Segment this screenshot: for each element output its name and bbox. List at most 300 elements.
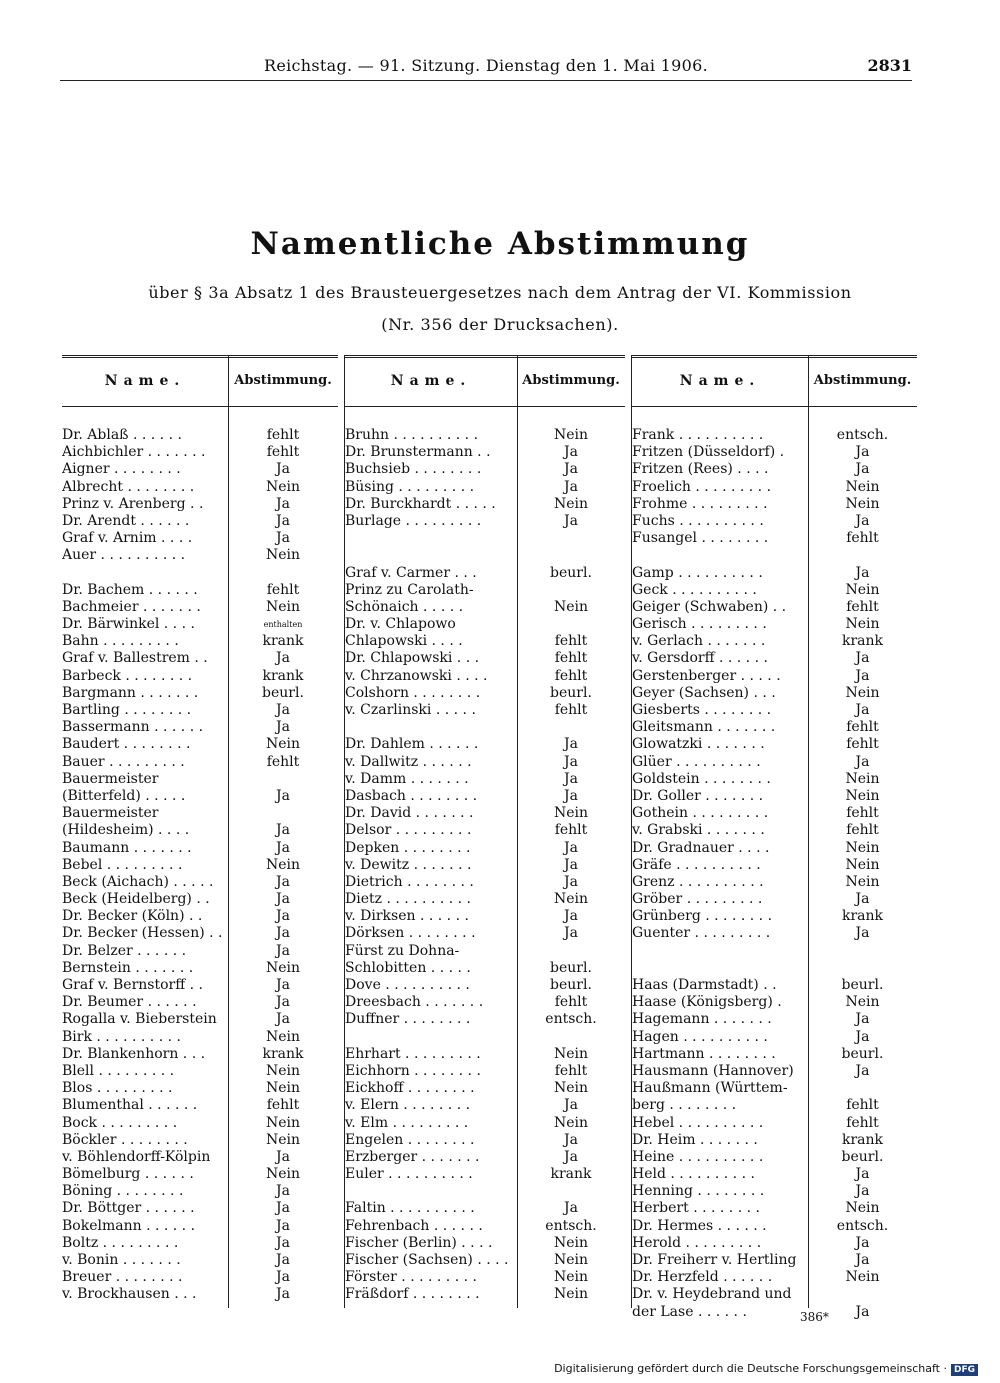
vote-row — [345, 1097, 625, 1114]
member-name: Heine . . . . . . . . . . — [632, 1148, 764, 1165]
vote-row — [62, 822, 338, 839]
vote-value: Ja — [276, 977, 290, 993]
vote-row — [62, 874, 338, 891]
member-name: v. Gersdorff . . . . . . — [632, 650, 768, 667]
vote-row — [345, 1183, 625, 1200]
member-name: Colshorn . . . . . . . . — [345, 684, 481, 701]
vote-row — [345, 1200, 625, 1217]
vote-value: beurl. — [841, 1148, 884, 1165]
vote-value: Ja — [564, 856, 578, 873]
member-name: Graf v. Carmer . . . — [345, 564, 477, 581]
vote-value: Ja — [276, 1200, 290, 1217]
member-name: Beck (Aichach) . . . . . — [62, 873, 214, 890]
vote-row — [632, 427, 917, 444]
member-name: Blell . . . . . . . . . — [62, 1062, 175, 1079]
vote-value: beurl. — [841, 1045, 884, 1062]
member-name: Dr. Belzer . . . . . . — [62, 942, 187, 959]
vote-row — [345, 857, 625, 874]
member-name: Hebel . . . . . . . . . . — [632, 1114, 764, 1131]
member-name: Dietrich . . . . . . . . — [345, 873, 474, 890]
vote-row — [62, 857, 338, 874]
vote-value: fehlt — [554, 633, 588, 650]
vote-value: Nein — [845, 1269, 880, 1286]
member-name: Bernstein . . . . . . . — [62, 959, 194, 976]
vote-row — [62, 1166, 338, 1183]
vote-row — [632, 822, 917, 839]
vote-row — [345, 1218, 625, 1235]
vote-rows — [62, 427, 338, 1304]
member-name: Haas (Darmstadt) . . — [632, 977, 777, 993]
vote-row — [62, 616, 338, 633]
vote-row — [345, 427, 625, 444]
vote-row — [62, 582, 338, 599]
vote-row — [632, 1235, 917, 1252]
member-name: Dörksen . . . . . . . . — [345, 925, 476, 942]
vote-value: Nein — [265, 959, 301, 976]
member-name: v. Bonin . . . . . . . — [62, 1252, 181, 1268]
member-name: Baumann . . . . . . . — [62, 839, 192, 856]
member-name: Geiger (Schwaben) . . — [632, 598, 787, 615]
member-name: Auer . . . . . . . . . . — [62, 547, 186, 564]
vote-value: Nein — [553, 805, 589, 822]
vote-value: Ja — [855, 444, 870, 461]
vote-value: fehlt — [846, 719, 879, 736]
vote-row — [345, 565, 625, 582]
page-subtitle-reference: (Nr. 356 der Drucksachen). — [381, 315, 619, 334]
vote-row — [62, 702, 338, 719]
vote-value: Nein — [845, 478, 880, 495]
vote-row — [345, 908, 625, 925]
vote-row — [62, 547, 338, 564]
member-name: Hartmann . . . . . . . . — [632, 1045, 776, 1062]
vote-row — [632, 1218, 917, 1235]
vote-row — [62, 1029, 338, 1046]
member-name: Dr. Becker (Köln) . . — [62, 908, 203, 925]
vote-value: Ja — [276, 1148, 290, 1165]
vote-row — [62, 496, 338, 513]
member-name: Eickhoff . . . . . . . . — [345, 1080, 475, 1097]
vote-value: Nein — [265, 1131, 301, 1148]
header-vote: Abstimmung. — [813, 373, 912, 388]
footer — [554, 1362, 978, 1376]
vote-row — [62, 513, 338, 530]
vote-value: Ja — [276, 1183, 290, 1200]
vote-row — [62, 960, 338, 977]
vote-value: krank — [262, 633, 304, 650]
vote-value: Ja — [855, 1166, 870, 1183]
member-name: Büsing . . . . . . . . . — [345, 478, 475, 495]
vote-row — [632, 788, 917, 805]
dfg-logo: DFG — [951, 1364, 978, 1376]
vote-value: Ja — [276, 1252, 290, 1268]
header-name: Name. — [390, 373, 472, 389]
vote-column-2 — [344, 355, 625, 1308]
vote-row — [345, 1011, 625, 1028]
vote-value: fehlt — [846, 822, 879, 839]
vote-value: beurl. — [550, 684, 592, 701]
member-name: Glüer . . . . . . . . . . — [632, 753, 761, 770]
vote-row — [345, 616, 625, 633]
member-name: Birk . . . . . . . . . . — [62, 1028, 181, 1045]
vote-row — [62, 599, 338, 616]
member-name: Dr. Hermes . . . . . . — [632, 1217, 767, 1234]
member-name: v. Elern . . . . . . . . — [345, 1097, 471, 1114]
vote-value: Ja — [564, 873, 578, 890]
vote-row — [632, 702, 917, 719]
vote-row — [62, 1218, 338, 1235]
member-name: Erzberger . . . . . . . — [345, 1148, 480, 1165]
member-name: Fischer (Berlin) . . . . — [345, 1234, 493, 1251]
vote-value: Nein — [265, 1062, 301, 1079]
member-name: Rogalla v. Bieberstein — [62, 1011, 217, 1028]
member-name: Beck (Heidelberg) . . — [62, 891, 210, 908]
member-name: Breuer . . . . . . . . — [62, 1269, 183, 1286]
member-name: Gamp . . . . . . . . . . — [632, 564, 763, 581]
vote-row — [62, 840, 338, 857]
vote-value: Ja — [564, 770, 578, 787]
vote-row — [62, 925, 338, 942]
vote-row — [632, 1063, 917, 1080]
vote-value: fehlt — [554, 667, 588, 684]
vote-row — [345, 633, 625, 650]
vote-row — [632, 908, 917, 925]
vote-value: Ja — [276, 461, 290, 478]
member-name: Dr. v. Heydebrand und — [632, 1286, 792, 1303]
vote-row — [62, 943, 338, 960]
column-header — [345, 355, 625, 407]
vote-value: Ja — [276, 908, 290, 925]
vote-row — [62, 1235, 338, 1252]
vote-row — [632, 1286, 917, 1303]
vote-row — [632, 1029, 917, 1046]
vote-row — [62, 1286, 338, 1303]
vote-value: beurl. — [550, 959, 592, 976]
vote-value: fehlt — [554, 650, 588, 667]
member-name: Held . . . . . . . . . . — [632, 1166, 755, 1183]
vote-value: Nein — [845, 616, 880, 633]
member-name: Geyer (Sachsen) . . . — [632, 684, 776, 701]
vote-value: fehlt — [846, 598, 879, 615]
vote-value: krank — [550, 1166, 592, 1183]
vote-row — [632, 685, 917, 702]
vote-value: Nein — [265, 1114, 301, 1131]
vote-row — [632, 874, 917, 891]
vote-row — [632, 650, 917, 667]
vote-row — [632, 1011, 917, 1028]
vote-value: fehlt — [554, 822, 588, 839]
vote-value: Nein — [845, 873, 880, 890]
vote-value: Ja — [276, 702, 290, 718]
vote-rows — [632, 427, 917, 1321]
member-name: Fürst zu Dohna- — [345, 942, 460, 959]
header-rule — [60, 80, 912, 81]
member-name: v. Gerlach . . . . . . . — [632, 633, 766, 650]
column-header — [62, 355, 338, 407]
vote-value: enthalten — [263, 620, 303, 630]
vote-row — [62, 805, 338, 822]
vote-value: Ja — [276, 891, 290, 908]
vote-row — [632, 599, 917, 616]
member-name: v. Czarlinski . . . . . — [345, 702, 476, 718]
vote-value: Ja — [564, 512, 578, 529]
vote-row — [632, 736, 917, 753]
vote-row — [345, 1115, 625, 1132]
vote-value: fehlt — [266, 427, 300, 443]
vote-value: Ja — [276, 1234, 290, 1251]
vote-row — [62, 1132, 338, 1149]
vote-row — [632, 857, 917, 874]
column-header — [632, 355, 917, 407]
vote-value: Ja — [276, 839, 290, 856]
member-name: Guenter . . . . . . . . . — [632, 925, 771, 942]
member-name: Dr. Freiherr v. Hertling — [632, 1252, 797, 1268]
vote-row — [632, 1046, 917, 1063]
vote-row — [345, 1132, 625, 1149]
vote-row — [632, 530, 917, 547]
vote-row — [632, 668, 917, 685]
member-name: Gerisch . . . . . . . . . — [632, 616, 767, 633]
vote-row — [632, 925, 917, 942]
member-name: Dr. Dahlem . . . . . . — [345, 736, 479, 753]
member-name: v. Grabski . . . . . . . — [632, 822, 765, 839]
vote-row — [345, 960, 625, 977]
vote-value: Ja — [855, 512, 870, 529]
vote-row — [345, 1046, 625, 1063]
vote-rows — [345, 427, 625, 1304]
vote-row — [345, 702, 625, 719]
member-name: Barbeck . . . . . . . . — [62, 667, 193, 684]
vote-row — [345, 788, 625, 805]
vote-value: beurl. — [841, 977, 884, 993]
member-name: Blos . . . . . . . . . — [62, 1080, 173, 1097]
member-name: Chlapowski . . . . — [345, 633, 463, 650]
member-name: Schlobitten . . . . . — [345, 959, 471, 976]
vote-value: entsch. — [836, 427, 889, 443]
member-name: Dr. v. Chlapowo — [345, 616, 456, 633]
vote-value: Ja — [564, 478, 578, 495]
vote-value: Nein — [265, 1166, 301, 1183]
member-name: Bauer . . . . . . . . . — [62, 753, 185, 770]
vote-value: entsch. — [545, 1011, 597, 1028]
vote-row — [345, 461, 625, 478]
member-name: Blumenthal . . . . . . — [62, 1097, 198, 1114]
vote-row — [632, 840, 917, 857]
member-name: Dr. David . . . . . . . — [345, 805, 474, 822]
member-name: Fritzen (Rees) . . . . — [632, 461, 769, 478]
member-name: Fusangel . . . . . . . . — [632, 530, 769, 547]
vote-row — [632, 461, 917, 478]
vote-row — [62, 1080, 338, 1097]
page-number: 2831 — [867, 56, 912, 75]
vote-row — [62, 891, 338, 908]
vote-row — [632, 547, 917, 564]
vote-value: Nein — [265, 736, 301, 753]
vote-value: Ja — [276, 942, 290, 959]
vote-value: Ja — [564, 444, 578, 461]
member-name: Duffner . . . . . . . . — [345, 1011, 471, 1028]
member-name: Bassermann . . . . . . — [62, 719, 204, 736]
vote-row — [345, 805, 625, 822]
member-name: Herold . . . . . . . . . — [632, 1234, 762, 1251]
vote-value: fehlt — [846, 1114, 879, 1131]
vote-value: krank — [841, 633, 884, 650]
vote-row — [62, 685, 338, 702]
member-name: (Hildesheim) . . . . — [62, 822, 190, 839]
vote-value: Nein — [553, 1286, 589, 1303]
vote-value: Ja — [855, 667, 870, 684]
vote-value: fehlt — [554, 994, 588, 1011]
vote-row — [632, 582, 917, 599]
vote-value: Ja — [276, 495, 290, 512]
vote-row — [62, 719, 338, 736]
member-name: Dietz . . . . . . . . . . — [345, 891, 471, 908]
member-name: Gothein . . . . . . . . . — [632, 805, 769, 822]
vote-row — [62, 668, 338, 685]
member-name: Glowatzki . . . . . . . — [632, 736, 765, 753]
vote-row — [632, 771, 917, 788]
member-name: Grünberg . . . . . . . . — [632, 908, 773, 925]
vote-row — [632, 1183, 917, 1200]
member-name: Graf v. Bernstorff . . — [62, 977, 203, 993]
vote-row — [632, 496, 917, 513]
member-name: Bruhn . . . . . . . . . . — [345, 427, 479, 443]
vote-value: Nein — [553, 1252, 589, 1268]
member-name: Henning . . . . . . . . — [632, 1183, 765, 1200]
vote-value: fehlt — [846, 530, 879, 547]
vote-row — [632, 719, 917, 736]
member-name: v. Dewitz . . . . . . . — [345, 856, 472, 873]
vote-value: Nein — [553, 495, 589, 512]
member-name: Dr. Brunstermann . . — [345, 444, 491, 461]
vote-row — [62, 461, 338, 478]
running-header — [60, 56, 912, 80]
vote-value: Nein — [265, 1028, 301, 1045]
vote-value: entsch. — [836, 1217, 889, 1234]
vote-row — [632, 1252, 917, 1269]
member-name: Haußmann (Württem- — [632, 1080, 788, 1097]
vote-row — [345, 513, 625, 530]
vote-value: Nein — [553, 1269, 589, 1286]
vote-value: krank — [841, 908, 884, 925]
header-vote: Abstimmung. — [234, 373, 332, 388]
member-name: Fuchs . . . . . . . . . . — [632, 512, 764, 529]
vote-row — [345, 479, 625, 496]
member-name: Bokelmann . . . . . . — [62, 1217, 196, 1234]
member-name: Dr. Bachem . . . . . . — [62, 581, 198, 598]
vote-row — [632, 977, 917, 994]
vote-row — [345, 1080, 625, 1097]
vote-row — [62, 530, 338, 547]
member-name: Prinz v. Arenberg . . — [62, 495, 204, 512]
vote-row — [632, 1200, 917, 1217]
member-name: Bock . . . . . . . . . — [62, 1114, 178, 1131]
member-name: Albrecht . . . . . . . . — [62, 478, 195, 495]
vote-value: Nein — [553, 891, 589, 908]
member-name: Burlage . . . . . . . . . — [345, 512, 482, 529]
member-name: Grenz . . . . . . . . . . — [632, 873, 764, 890]
member-name: Fräßdorf . . . . . . . . — [345, 1286, 480, 1303]
vote-row — [345, 530, 625, 547]
vote-row — [632, 960, 917, 977]
vote-value: entsch. — [545, 1217, 597, 1234]
vote-row — [345, 977, 625, 994]
vote-value: Ja — [276, 1269, 290, 1286]
member-name: Böckler . . . . . . . . — [62, 1131, 188, 1148]
vote-value: Ja — [855, 925, 870, 942]
vote-row — [632, 513, 917, 530]
vote-value: Ja — [276, 530, 290, 547]
vote-value: Ja — [855, 1062, 870, 1079]
vote-column-1 — [62, 355, 338, 1308]
member-name: Faltin . . . . . . . . . . — [345, 1200, 475, 1217]
vote-row — [345, 1166, 625, 1183]
vote-row — [345, 891, 625, 908]
vote-value: fehlt — [266, 753, 300, 770]
vote-value: Nein — [845, 684, 880, 701]
vote-value: Nein — [553, 1234, 589, 1251]
vote-value: Ja — [276, 994, 290, 1011]
member-name: Bauermeister — [62, 770, 159, 787]
member-name: Dreesbach . . . . . . . — [345, 994, 484, 1011]
page-title: Namentliche Abstimmung — [250, 226, 750, 262]
member-name: Böning . . . . . . . . — [62, 1183, 184, 1200]
member-name: Dr. Herzfeld . . . . . . — [632, 1269, 773, 1286]
vote-row — [632, 633, 917, 650]
vote-row — [345, 994, 625, 1011]
vote-row — [632, 754, 917, 771]
vote-row — [62, 1063, 338, 1080]
member-name: Gröber . . . . . . . . . — [632, 891, 763, 908]
vote-row — [632, 1149, 917, 1166]
vote-row — [62, 1200, 338, 1217]
vote-row — [345, 1286, 625, 1303]
member-name: Dr. Goller . . . . . . . — [632, 787, 764, 804]
header-vote: Abstimmung. — [522, 373, 620, 388]
member-name: v. Dirksen . . . . . . — [345, 908, 469, 925]
member-name: Geck . . . . . . . . . . — [632, 581, 757, 598]
vote-value: Nein — [553, 598, 589, 615]
vote-value: Nein — [845, 787, 880, 804]
vote-row — [62, 908, 338, 925]
member-name: v. Dallwitz . . . . . . — [345, 753, 472, 770]
header-name: Name. — [679, 373, 761, 389]
vote-value: Ja — [564, 787, 578, 804]
vote-row — [632, 1166, 917, 1183]
vote-value: fehlt — [554, 1062, 588, 1079]
vote-row — [62, 1183, 338, 1200]
member-name: Dove . . . . . . . . . . — [345, 977, 470, 993]
vote-row — [632, 565, 917, 582]
vote-value: Ja — [564, 461, 578, 478]
vote-row — [345, 925, 625, 942]
vote-value: Nein — [845, 495, 880, 512]
vote-row — [62, 771, 338, 788]
member-name: v. Elm . . . . . . . . . — [345, 1114, 469, 1131]
vote-row — [345, 943, 625, 960]
vote-value: fehlt — [846, 1097, 879, 1114]
vote-value: Ja — [276, 1217, 290, 1234]
vote-row — [62, 479, 338, 496]
member-name: Froelich . . . . . . . . . — [632, 478, 772, 495]
vote-value: Ja — [564, 753, 578, 770]
vote-value: Nein — [845, 581, 880, 598]
member-name: Gräfe . . . . . . . . . . — [632, 856, 761, 873]
vote-row — [632, 444, 917, 461]
member-name: v. Brockhausen . . . — [62, 1286, 197, 1303]
vote-value: Ja — [855, 461, 870, 478]
member-name: Frank . . . . . . . . . . — [632, 427, 764, 443]
vote-row — [345, 582, 625, 599]
